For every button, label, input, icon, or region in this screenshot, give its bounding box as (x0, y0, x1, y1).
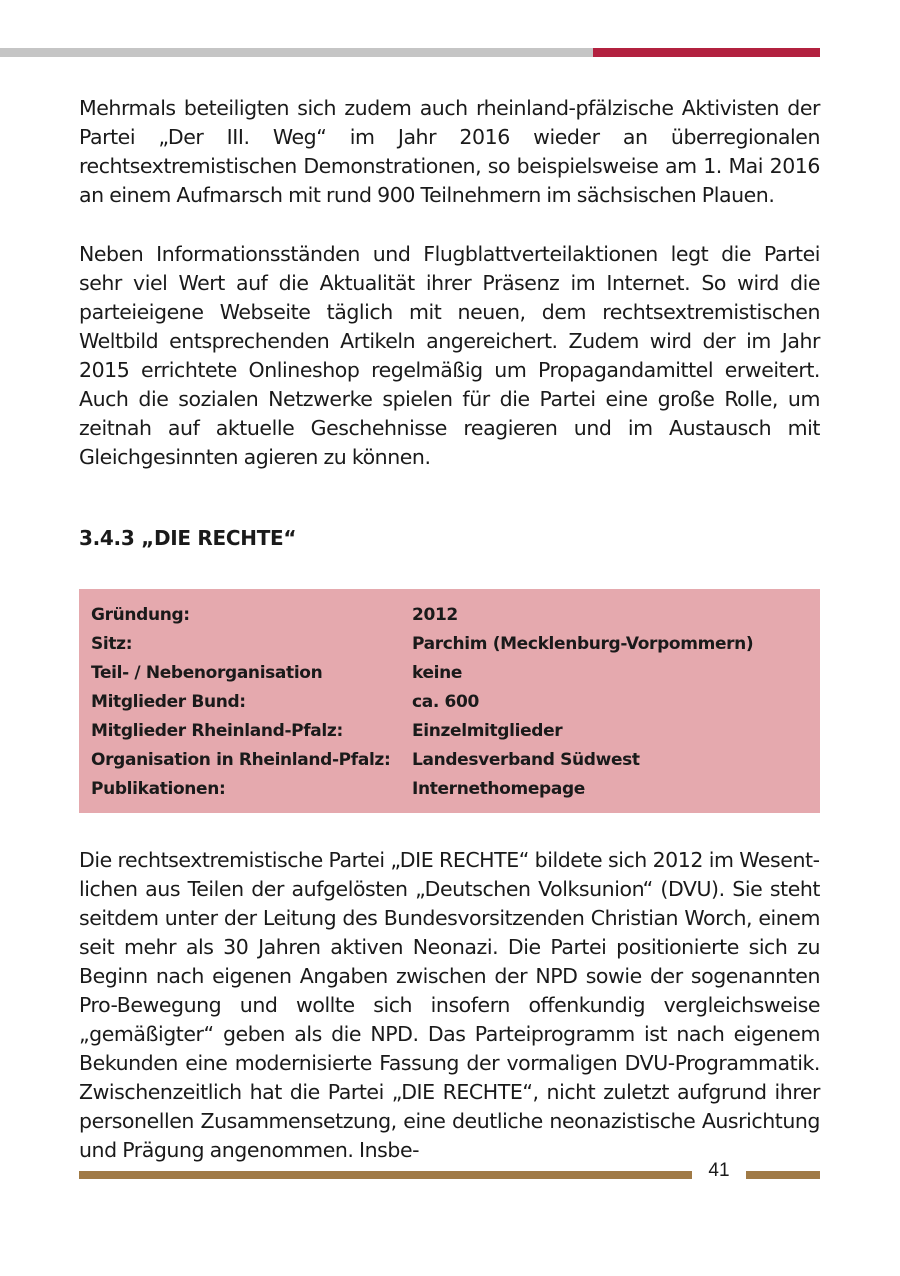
body-paragraph-1: Mehrmals beteiligten sich zudem auch rheinland-pfälzische Aktivisten der Partei „Der III. Weg“ im Jahr 2016 wieder an überregionalen rechtsextremistischen Demonstrationen, so beispielsweise am 1. Mai 2016 an einem Aufmarsch mit rund 900 Teilnehmern im sächsischen Plauen. (79, 96, 820, 207)
fact-value: Einzelmitglieder (412, 721, 563, 741)
fact-value: Landesverband Südwest (412, 750, 640, 770)
section-heading: 3.4.3 „DIE RECHTE“ (79, 526, 297, 550)
fact-value: Parchim (Mecklenburg-Vorpommern) (412, 634, 754, 654)
page-number: 41 (708, 1160, 730, 1181)
fact-label: Mitglieder Rheinland-Pfalz: (91, 721, 343, 741)
fact-label: Teil- / Nebenorganisation (91, 663, 323, 683)
fact-value: ca. 600 (412, 692, 479, 712)
fact-label: Publikationen: (91, 779, 226, 799)
fact-value: Internethomepage (412, 779, 585, 799)
footer-rule-left (79, 1171, 692, 1179)
header-rule-accent (593, 48, 820, 57)
body-paragraph-3: Die rechtsextremistische Partei „DIE RECHTE“ bildete sich 2012 im Wesentlichen aus Teilen der aufgelösten „Deutschen Volksunion“ (DVU). Sie steht seitdem unter der Leitung des Bundesvorsitzenden Christian Worch, einem seit mehr als 30 Jahren aktiven Neonazi. Die Partei positionierte sich zu Beginn nach eigenen Angaben zwischen der NPD sowie der sogenannten Pro-Bewegung und wollte sich insofern offenkundig vergleichsweise „gemäßigter“ geben als die NPD. Das Parteiprogramm ist nach eigenem Bekunden eine modernisierte Fassung der vormaligen DVU-Programmatik. Zwischenzeitlich hat die Partei „DIE RECHTE“, nicht zuletzt aufgrund ihrer personellen Zusammensetzung, eine deutliche neonazistische Ausrichtung und Prägung angenommen. Insbe- (79, 848, 820, 1162)
fact-label: Gründung: (91, 605, 190, 625)
fact-label: Mitglieder Bund: (91, 692, 246, 712)
header-rule-grey (0, 48, 593, 57)
fact-label: Organisation in Rheinland-Pfalz: (91, 750, 391, 770)
party-fact-box (79, 589, 820, 813)
body-paragraph-2: Neben Informationsständen und Flugblattverteilaktionen legt die Partei sehr viel Wert auf die Aktualität ihrer Präsenz im Internet. So wird die parteieigene Webseite täglich mit neuen, dem rechtsextremistischen Weltbild entsprechenden Artikeln angereichert. Zudem wird der im Jahr 2015 errichtete Onlineshop regelmäßig um Propagandamittel erweitert. Auch die sozialen Netzwerke spielen für die Partei eine große Rolle, um zeitnah auf aktuelle Geschehnisse reagieren und im Austausch mit Gleichgesinnten agieren zu können. (79, 242, 820, 469)
fact-value: keine (412, 663, 463, 683)
fact-label: Sitz: (91, 634, 133, 654)
fact-value: 2012 (412, 605, 458, 625)
footer-rule-right (746, 1171, 820, 1179)
